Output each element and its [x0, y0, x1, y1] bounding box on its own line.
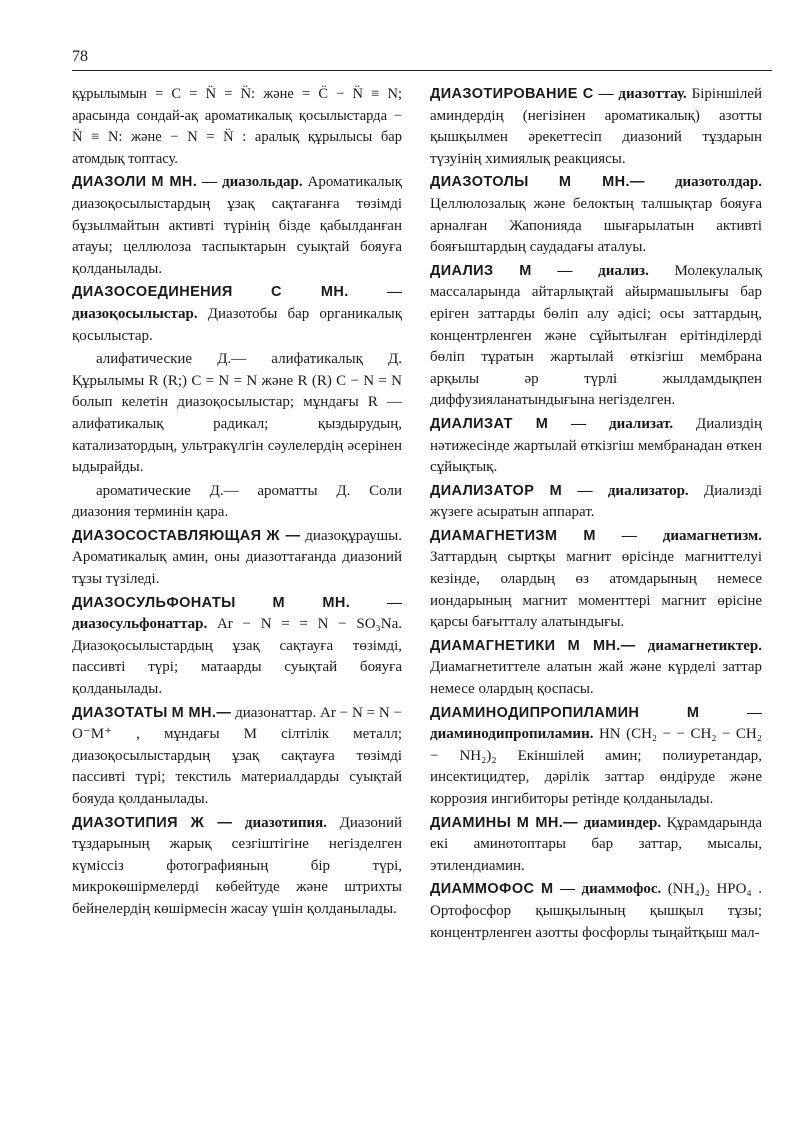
entry-headword: ДИАЗОТИРОВАНИЕ	[430, 86, 578, 102]
entry-headword: ДИАЛИЗАТОР	[430, 482, 535, 499]
entry-translation: диамагнетиктер.	[647, 637, 762, 654]
entry-text: Диамагнетиттеле алатын жай және күрделі заттар немесе олардың қоспасы.	[430, 659, 762, 698]
right-column	[430, 84, 762, 944]
entry-grammar-mark: С МН.	[271, 284, 349, 301]
dictionary-entry	[430, 813, 762, 878]
entry-translation: диазотолдар.	[674, 174, 762, 191]
entry-grammar-mark: М	[540, 881, 554, 898]
dictionary-entry	[72, 703, 402, 811]
entry-headword: ДИАМИНОДИПРОПИЛАМИН	[430, 704, 640, 721]
entry-text: Құрамдарында екі аминотоптары бар заттар, мысалы, этилендиамин.	[430, 814, 763, 874]
dictionary-entry	[430, 526, 762, 634]
entry-translation: — диазосульфонаттар.	[72, 594, 402, 633]
dictionary-entry	[72, 526, 402, 591]
entry-translation: — диазольдар.	[202, 174, 303, 191]
entry-grammar-mark: М МН.—	[567, 637, 636, 654]
entry-text: Целлюлозалық және белоктың талшықтар бояуға арналған Жапонияда шығарылатын активті бояғыштардың саудадағы аталуы.	[430, 195, 762, 256]
entry-grammar-mark: М	[535, 415, 549, 432]
page-number: 78	[72, 48, 88, 65]
entry-headword: ДИАЛИЗ	[430, 262, 494, 279]
entry-translation: — диазоттау.	[598, 86, 687, 102]
dictionary-entry	[430, 84, 762, 170]
entry-translation: — диамагнетизм.	[621, 527, 762, 544]
dictionary-entry	[72, 813, 402, 921]
dictionary-entry	[430, 703, 762, 811]
entry-headword: ДИАЗОТИПИЯ	[72, 814, 178, 831]
entry-translation: — диализатор.	[577, 482, 689, 499]
entry-text: (NH₄)₂ HPO₄ . Ортофосфор қышқылының қышқыл тұзы; концентрленген азотты фосфорлы тыңайтқыш мал-	[430, 881, 762, 941]
header-rule	[72, 70, 772, 71]
dictionary-entry	[430, 879, 762, 944]
entry-headword: ДИАМАГНЕТИКИ	[430, 637, 556, 654]
left-column	[72, 84, 402, 921]
entry-text: Диализді жүзеге асыратын аппарат.	[430, 482, 763, 521]
entry-text: алифатические Д.— алифатикалық Д. Құрылымы R (R;) C = N = N және R (R) C − N = N болып келетін диазоқосылыстар; мұндағы R — алифатикалық радикал; қыздырудың, катализатордың, ультракүлгін сәулелердің әсерінен ыдырайды.	[72, 351, 402, 476]
entry-headword: ДИАЛИЗАТ	[430, 415, 513, 432]
entry-grammar-mark: Ж —	[266, 527, 301, 544]
entry-text: диазонаттар. Ar − N = N − O⁻M⁺ , мұндағы M сілтілік металл; диазоқосылыстардың ұзақ сақтауға төзімді пассивті түрі; текстиль материалдарды суықтай бояуда қолданылады.	[72, 704, 403, 807]
entry-grammar-mark: М	[686, 704, 700, 721]
dictionary-entry	[72, 593, 402, 701]
entry-grammar-mark: М МН.	[272, 594, 351, 611]
dictionary-entry	[72, 481, 402, 524]
entry-headword: ДИАЗОСОЕДИНЕНИЯ	[72, 284, 233, 301]
entry-grammar-mark: М	[549, 482, 563, 499]
entry-text: Ароматикалық диазоқосылыстардың ұзақ сақтағанға төзімді бұзылмайтын активті түрінің бізде қабылданған атауы; целлюлоза таспыктарын суықтай бояуға қолданылады.	[72, 174, 402, 277]
dictionary-entry	[72, 349, 402, 479]
entry-translation: — диализ.	[557, 262, 649, 279]
entry-text: Молекулалық массаларында айтарлықтай айырмашылығы бар еріген заттарды бөліп алу әдісі; осы заттардың, концентрленген және сұйытылған ерітінділерді бөліп тұратын жартылай өткізгіш мембрана арқылы әр түрлі жылдамдықпен диффузияланатындығына негізделген.	[430, 262, 762, 409]
entry-text: Диазотобы бар органикалық қосылыстар.	[72, 305, 402, 344]
entry-grammar-mark: М МН.—	[171, 704, 232, 721]
dictionary-entry	[72, 172, 402, 280]
entry-text: құрылымын = C = N̈ = N̈: және = C̈ − N̈ ≡ N; арасында сондай-ақ ароматикалық қосылыстарда − N̈ ≡ N: және − N = N̈ : аралық құрылысы бар атомдық топтасу.	[72, 86, 402, 167]
entry-translation: — диализат.	[571, 415, 674, 432]
entry-translation: диазотипия.	[244, 814, 328, 831]
entry-translation: — диазоқосылыстар.	[72, 284, 402, 322]
entry-headword: ДИАМИНЫ	[430, 814, 512, 831]
entry-headword: ДИАЗОТАТЫ	[72, 704, 168, 721]
entry-translation: диаминдер.	[583, 814, 662, 831]
entry-headword: ДИАЗОЛИ	[72, 174, 147, 191]
dictionary-entry	[430, 261, 762, 412]
entry-headword: ДИАЗОСОСТАВЛЯЮЩАЯ	[72, 527, 262, 544]
entry-grammar-mark: С	[582, 86, 594, 102]
entry-grammar-mark: Ж —	[190, 814, 233, 831]
entry-text: Заттардың сыртқы магнит өрісінде магниттелуі кезінде, олардың өз атомдарының немесе иондарының магнит моменттері магнит өрісіне қарсы бағытталу алатындығы.	[430, 549, 762, 631]
entry-grammar-mark: М МН.—	[558, 174, 645, 191]
entry-grammar-mark: М МН.—	[516, 814, 579, 831]
entry-headword: ДИАММОФОС	[430, 881, 535, 898]
entry-headword: ДИАЗОСУЛЬФОНАТЫ	[72, 594, 236, 611]
dictionary-entry	[72, 84, 402, 170]
entry-grammar-mark: М МН.	[151, 174, 198, 191]
entry-grammar-mark: М	[583, 527, 596, 544]
entry-text: Біріншілей аминдердің (негізінен ароматикалық) азотты қышқылмен әрекеттесіп диазоний тұздарын түзуінің химиялық реакциясы.	[430, 86, 762, 167]
dictionary-entry	[430, 172, 762, 258]
entry-grammar-mark: М	[519, 262, 532, 279]
entry-headword: ДИАЗОТОЛЫ	[430, 174, 529, 191]
entry-text: Диазоний тұздарының жарық сезгіштігіне негізделген күміссіз фотографияның бір түрі, микрокөшірмелерді көбейтуде және штрихты бейнелердің көшірмесін жасау үшін қолданылады.	[72, 814, 403, 917]
entry-text: Диализдің нәтижесінде жартылай өткізгіш мембранадан өткен сұйықтық.	[430, 415, 763, 476]
entry-text: диазоқұраушы. Ароматикалық амин, оны диазоттағанда диазоний тұзы түзіледі.	[72, 527, 403, 588]
entry-text: ароматические Д.— ароматты Д. Соли диазония терминін қара.	[72, 482, 402, 521]
dictionary-entry	[72, 282, 402, 347]
dictionary-entry	[430, 414, 762, 479]
entry-text: Ar − N = = N − SO₃Na. Диазоқосылыстардың ұзақ сақтауға төзімді, пассивті түрі; матаарды суықтай бояуға қолданылады.	[72, 616, 402, 698]
entry-translation: — диаминодипропиламин.	[430, 704, 763, 743]
entry-text: HN (CH₂ − − CH₂ − CH₂ − NH₂)₂ Екіншілей амин; полиуретандар, инсектицидтер, дәрілік заттар өндіруде және коррозия ингибиторы ретінде қолданылады.	[430, 726, 762, 807]
entry-translation: — диаммофос.	[559, 881, 662, 898]
dictionary-entry	[430, 481, 762, 524]
entry-headword: ДИАМАГНЕТИЗМ	[430, 527, 558, 544]
dictionary-entry	[430, 636, 762, 701]
